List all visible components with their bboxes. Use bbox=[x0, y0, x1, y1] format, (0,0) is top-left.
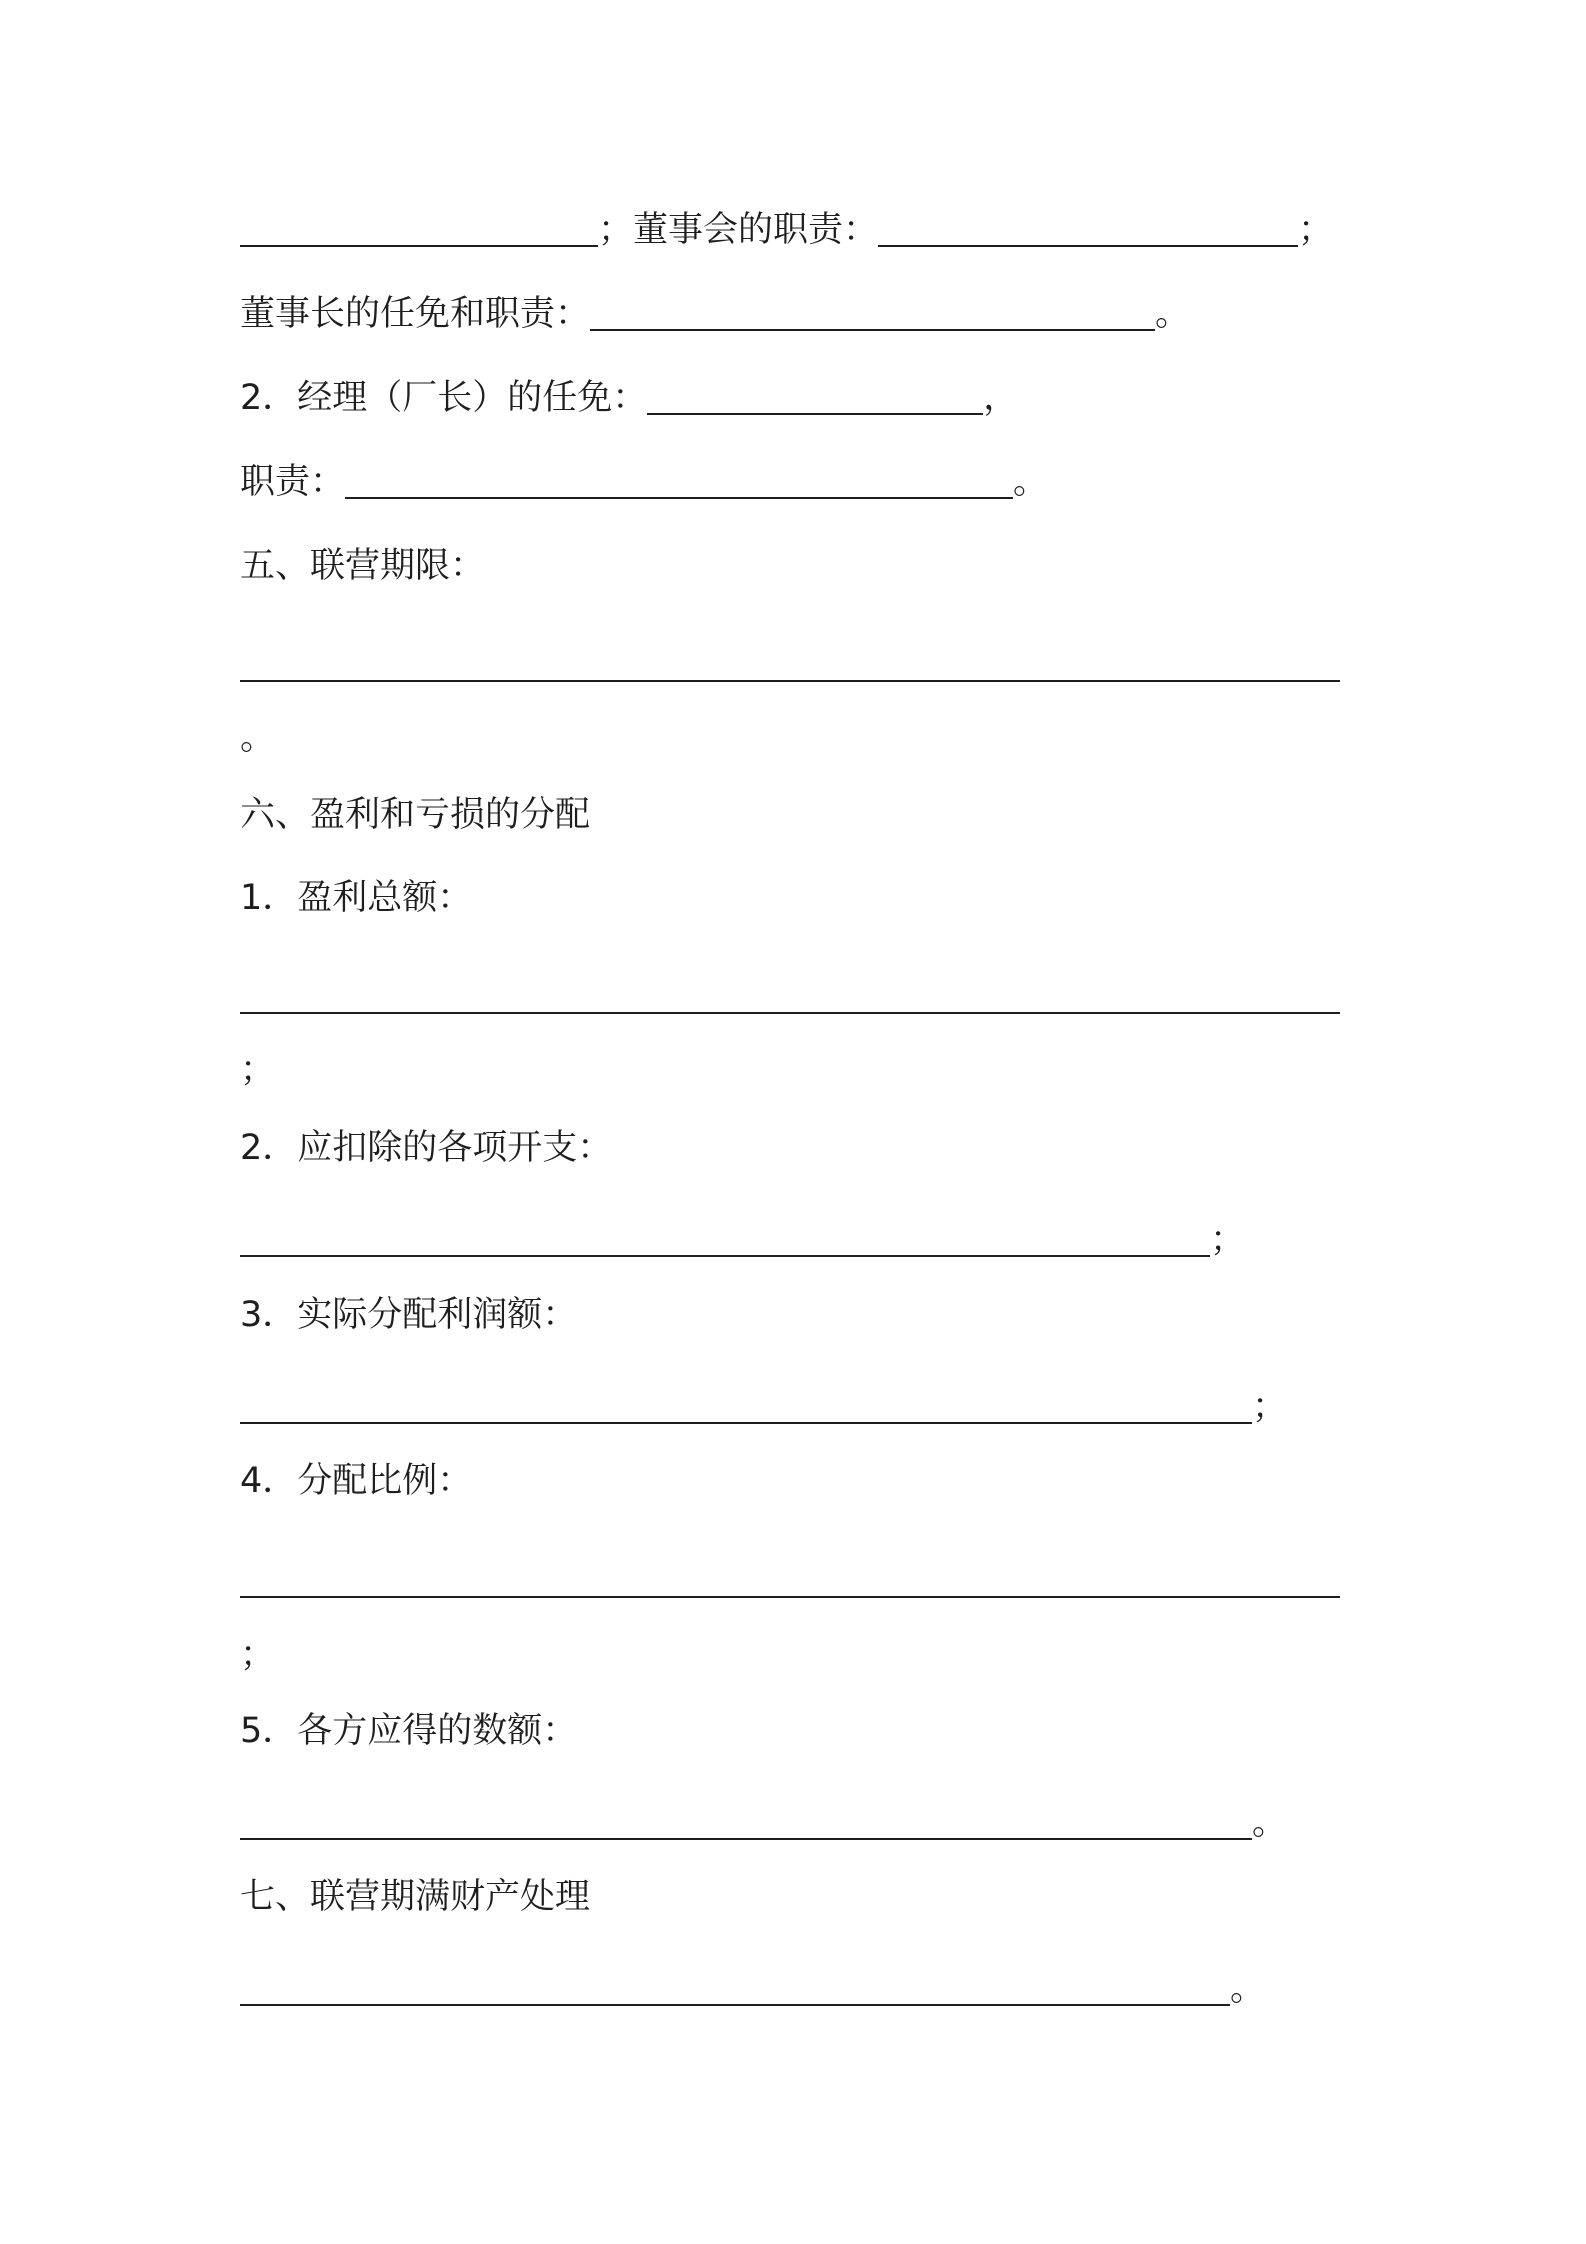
period-mark: 。 bbox=[240, 718, 276, 758]
ratio-blank[interactable] bbox=[240, 1566, 1340, 1598]
shares-blank[interactable] bbox=[240, 1808, 1252, 1840]
period-mark: 。 bbox=[1252, 1803, 1288, 1843]
item-2-label: 2．应扣除的各项开支： bbox=[240, 1128, 613, 1168]
item-1-blank-line bbox=[240, 972, 1340, 1022]
duties-label: 职责： bbox=[240, 462, 346, 502]
chairman-line bbox=[240, 289, 1190, 339]
board-duties-line bbox=[240, 205, 1333, 255]
section-7-title: 七、联营期满财产处理 bbox=[240, 1877, 591, 1917]
period-mark: 。 bbox=[1013, 462, 1049, 502]
semicolon: ； bbox=[1298, 210, 1334, 250]
semicolon: ； bbox=[240, 1635, 276, 1675]
item-1-end-line bbox=[240, 1045, 275, 1095]
term-end-line bbox=[240, 713, 275, 763]
item-3-label: 3．实际分配利润额： bbox=[240, 1295, 578, 1335]
manager-line bbox=[240, 373, 1018, 423]
blank-field[interactable] bbox=[240, 215, 598, 247]
semicolon: ； bbox=[240, 1050, 276, 1090]
item-4-end-line bbox=[240, 1630, 275, 1680]
item-4-blank-line bbox=[240, 1556, 1340, 1606]
manager-duties-blank[interactable] bbox=[345, 467, 1013, 499]
distributed-profit-blank[interactable] bbox=[240, 1392, 1252, 1424]
item-1-label: 1．盈利总额： bbox=[240, 878, 473, 918]
period-mark: 。 bbox=[1230, 1969, 1266, 2009]
item-5-blank-line bbox=[240, 1798, 1287, 1848]
term-blank[interactable] bbox=[240, 650, 1340, 682]
manager-duties-line bbox=[240, 457, 1048, 507]
section-5-title: 五、联营期限： bbox=[240, 546, 486, 586]
manager-blank[interactable] bbox=[647, 383, 983, 415]
chairman-label: 董事长的任免和职责： bbox=[240, 294, 591, 334]
item-3-blank-line bbox=[240, 1382, 1287, 1432]
item-2-blank-line bbox=[240, 1215, 1245, 1265]
expenses-blank[interactable] bbox=[240, 1225, 1210, 1257]
section-6-title: 六、盈利和亏损的分配 bbox=[240, 795, 591, 835]
item-5-label: 5．各方应得的数额： bbox=[240, 1711, 578, 1751]
semicolon: ； bbox=[1252, 1387, 1288, 1427]
board-duties-blank[interactable] bbox=[878, 215, 1298, 247]
total-profit-blank[interactable] bbox=[240, 982, 1340, 1014]
term-blank-line bbox=[240, 640, 1340, 690]
section-7-blank-line bbox=[240, 1964, 1265, 2014]
period-mark: 。 bbox=[1155, 294, 1191, 334]
chairman-blank[interactable] bbox=[590, 299, 1155, 331]
comma: ， bbox=[983, 378, 1019, 418]
property-disposal-blank[interactable] bbox=[240, 1974, 1230, 2006]
manager-label: 2．经理（厂长）的任免： bbox=[240, 378, 648, 418]
semicolon: ； bbox=[1210, 1220, 1246, 1260]
item-4-label: 4．分配比例： bbox=[240, 1461, 473, 1501]
board-duties-label: ；董事会的职责： bbox=[598, 210, 879, 250]
